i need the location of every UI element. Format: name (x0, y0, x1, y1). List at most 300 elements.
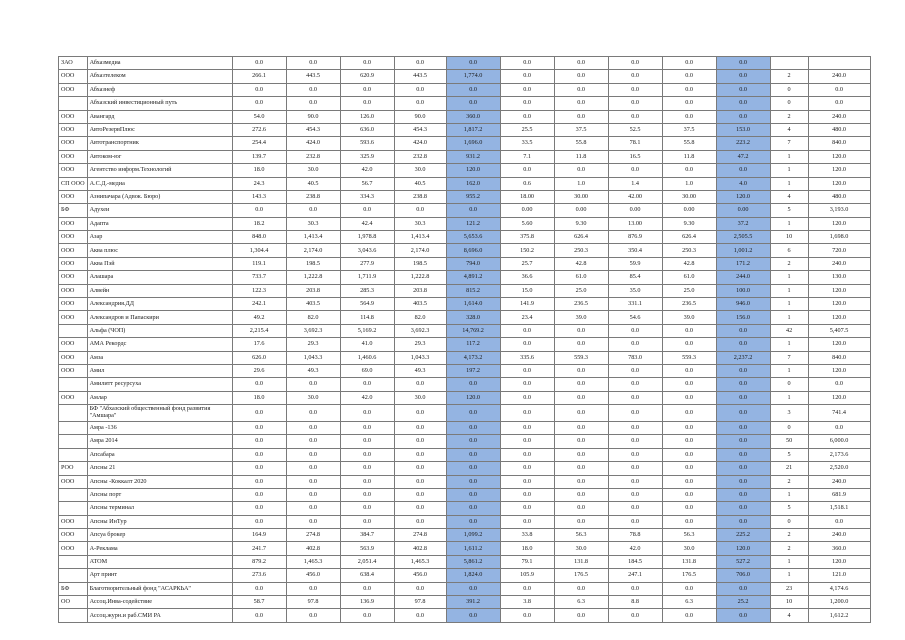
value-cell: 0.0 (716, 421, 770, 434)
value-cell: 0.0 (554, 70, 608, 83)
value-cell: 0.0 (286, 405, 340, 422)
value-cell: 0.0 (554, 83, 608, 96)
value-cell: 11.8 (554, 150, 608, 163)
table-row (59, 435, 871, 448)
value-cell: 240.0 (808, 110, 870, 123)
company-name-cell: АМА Рекордс (87, 338, 232, 351)
value-cell: 4,173.2 (446, 351, 500, 364)
value-cell: 0.0 (286, 582, 340, 595)
value-cell: 0.0 (446, 405, 500, 422)
value-cell: 0.0 (608, 502, 662, 515)
value-cell: 0.0 (554, 502, 608, 515)
legal-form-cell: ООО (59, 298, 88, 311)
value-cell: 636.0 (340, 123, 394, 136)
value-cell: 1,711.9 (340, 271, 394, 284)
value-cell: 0.00 (500, 204, 554, 217)
value-cell: 0.0 (394, 83, 446, 96)
value-cell: 384.7 (340, 529, 394, 542)
value-cell: 120.0 (446, 164, 500, 177)
value-cell: 454.3 (286, 123, 340, 136)
value-cell: 0 (770, 515, 808, 528)
value-cell: 244.0 (716, 271, 770, 284)
value-cell: 9.30 (554, 217, 608, 230)
value-cell: 0.0 (662, 448, 716, 461)
company-name-cell: Амза (87, 351, 232, 364)
value-cell: 0.0 (716, 448, 770, 461)
table-row (59, 378, 871, 391)
value-cell: 527.2 (716, 555, 770, 568)
value-cell: 0.0 (554, 421, 608, 434)
legal-form-cell: ООО (59, 515, 88, 528)
company-name-cell: Автоком-юг (87, 150, 232, 163)
company-name-cell: Амра 2014 (87, 435, 232, 448)
value-cell: 0.0 (286, 204, 340, 217)
value-cell: 120.0 (808, 284, 870, 297)
value-cell: 0.0 (340, 421, 394, 434)
value-cell: 274.8 (394, 529, 446, 542)
value-cell: 0.0 (716, 97, 770, 110)
legal-form-cell: ООО (59, 123, 88, 136)
value-cell: 120.0 (808, 364, 870, 377)
value-cell: 0.0 (608, 448, 662, 461)
value-cell: 30.0 (394, 164, 446, 177)
value-cell: 1.0 (662, 177, 716, 190)
value-cell: 0.0 (608, 421, 662, 434)
value-cell: 2 (770, 110, 808, 123)
company-name-cell: Апсны 21 (87, 462, 232, 475)
value-cell: 18.0 (232, 164, 286, 177)
value-cell: 0.0 (554, 338, 608, 351)
company-name-cell: Азнипачара (Адвок. Бюро) (87, 190, 232, 203)
value-cell: 1,518.1 (808, 502, 870, 515)
legal-form-cell (59, 97, 88, 110)
value-cell: 0.0 (500, 462, 554, 475)
value-cell: 90.0 (394, 110, 446, 123)
table-row (59, 244, 871, 257)
legal-form-cell (59, 435, 88, 448)
value-cell: 8.8 (608, 596, 662, 609)
value-cell: 2,237.2 (716, 351, 770, 364)
value-cell: 0.0 (662, 435, 716, 448)
legal-form-cell: ООО (59, 391, 88, 404)
value-cell: 240.0 (808, 70, 870, 83)
value-cell: 424.0 (394, 137, 446, 150)
value-cell: 0.0 (446, 421, 500, 434)
value-cell: 0.0 (554, 364, 608, 377)
legal-form-cell: ООО (59, 542, 88, 555)
value-cell: 876.9 (608, 231, 662, 244)
legal-form-cell: ООО (59, 311, 88, 324)
value-cell: 480.0 (808, 190, 870, 203)
value-cell: 273.6 (232, 569, 286, 582)
value-cell: 79.1 (500, 555, 554, 568)
table-row (59, 257, 871, 270)
value-cell: 42 (770, 324, 808, 337)
value-cell: 0.0 (716, 378, 770, 391)
value-cell: 0.0 (608, 364, 662, 377)
value-cell: 42.8 (554, 257, 608, 270)
value-cell: 0.0 (500, 405, 554, 422)
value-cell: 0.0 (394, 448, 446, 461)
legal-form-cell: БФ (59, 582, 88, 595)
value-cell: 250.3 (662, 244, 716, 257)
company-name-cell: Адапта (87, 217, 232, 230)
table-row (59, 475, 871, 488)
company-name-cell: Апсны терминал (87, 502, 232, 515)
company-name-cell: Алвейн (87, 284, 232, 297)
value-cell: 456.0 (286, 569, 340, 582)
value-cell: 55.8 (554, 137, 608, 150)
value-cell: 1 (770, 364, 808, 377)
value-cell: 0.0 (232, 488, 286, 501)
value-cell: 25.0 (554, 284, 608, 297)
value-cell: 0.0 (232, 462, 286, 475)
value-cell: 39.0 (662, 311, 716, 324)
value-cell: 0.0 (662, 582, 716, 595)
value-cell: 30.0 (554, 542, 608, 555)
value-cell: 626.0 (232, 351, 286, 364)
value-cell: 0.0 (232, 378, 286, 391)
value-cell: 184.5 (608, 555, 662, 568)
value-cell: 0.0 (340, 515, 394, 528)
value-cell: 360.0 (808, 542, 870, 555)
table-row (59, 529, 871, 542)
table-row (59, 70, 871, 83)
value-cell: 18.0 (232, 391, 286, 404)
value-cell: 0.0 (394, 204, 446, 217)
value-cell: 0.0 (446, 488, 500, 501)
value-cell: 815.2 (446, 284, 500, 297)
value-cell: 42.00 (608, 190, 662, 203)
company-name-cell: А.С.Д.-медиа (87, 177, 232, 190)
value-cell: 0.0 (500, 70, 554, 83)
value-cell: 0.00 (716, 204, 770, 217)
value-cell (770, 57, 808, 70)
value-cell: 0.0 (808, 421, 870, 434)
table-row (59, 488, 871, 501)
value-cell: 0.0 (716, 391, 770, 404)
value-cell: 100.0 (716, 284, 770, 297)
value-cell: 122.3 (232, 284, 286, 297)
value-cell: 0.0 (808, 83, 870, 96)
value-cell: 1,222.8 (286, 271, 340, 284)
company-name-cell: Амил (87, 364, 232, 377)
company-name-cell: Абхазтелеком (87, 70, 232, 83)
value-cell: 1.4 (608, 177, 662, 190)
value-cell: 848.0 (232, 231, 286, 244)
value-cell: 82.0 (286, 311, 340, 324)
value-cell: 42.0 (608, 542, 662, 555)
value-cell: 25.7 (500, 257, 554, 270)
company-name-cell: Александрия.ДД (87, 298, 232, 311)
value-cell: 1,304.4 (232, 244, 286, 257)
value-cell: 0.0 (394, 405, 446, 422)
value-cell: 0.0 (340, 435, 394, 448)
value-cell: 131.8 (662, 555, 716, 568)
value-cell: 21 (770, 462, 808, 475)
value-cell: 1,696.0 (446, 137, 500, 150)
value-cell: 18.0 (500, 542, 554, 555)
value-cell: 1 (770, 271, 808, 284)
value-cell: 0.0 (716, 462, 770, 475)
value-cell: 0.0 (286, 421, 340, 434)
value-cell: 285.3 (340, 284, 394, 297)
value-cell: 454.3 (394, 123, 446, 136)
value-cell: 0.0 (554, 405, 608, 422)
value-cell: 150.2 (500, 244, 554, 257)
value-cell: 0.0 (608, 405, 662, 422)
value-cell: 0.0 (608, 475, 662, 488)
value-cell: 741.4 (808, 405, 870, 422)
value-cell: 120.0 (808, 150, 870, 163)
value-cell: 0.0 (500, 338, 554, 351)
table-row (59, 217, 871, 230)
value-cell: 0.0 (716, 609, 770, 622)
value-cell: 120.0 (716, 542, 770, 555)
table-row (59, 609, 871, 622)
value-cell: 105.9 (500, 569, 554, 582)
value-cell: 1 (770, 177, 808, 190)
legal-form-cell: ЗАО (59, 57, 88, 70)
value-cell: 14,769.2 (446, 324, 500, 337)
value-cell: 11.8 (662, 150, 716, 163)
value-cell: 0.0 (500, 324, 554, 337)
value-cell: 203.8 (394, 284, 446, 297)
value-cell: 2,051.4 (340, 555, 394, 568)
value-cell: 0.0 (446, 582, 500, 595)
legal-form-cell: ООО (59, 475, 88, 488)
value-cell: 325.9 (340, 150, 394, 163)
value-cell: 0.0 (232, 515, 286, 528)
table-row (59, 271, 871, 284)
table-row (59, 123, 871, 136)
table-row (59, 542, 871, 555)
value-cell: 4 (770, 123, 808, 136)
legal-form-cell: ООО (59, 529, 88, 542)
table-row (59, 164, 871, 177)
value-cell: 1 (770, 164, 808, 177)
value-cell: 232.8 (394, 150, 446, 163)
value-cell: 1 (770, 217, 808, 230)
value-cell: 0.0 (286, 378, 340, 391)
value-cell: 720.0 (808, 244, 870, 257)
value-cell: 0.0 (340, 502, 394, 515)
value-cell: 0.0 (500, 110, 554, 123)
value-cell: 0.0 (554, 110, 608, 123)
value-cell: 0.0 (716, 515, 770, 528)
value-cell: 56.3 (662, 529, 716, 542)
value-cell: 0.0 (446, 515, 500, 528)
value-cell: 130.0 (808, 271, 870, 284)
company-name-cell: Алашара (87, 271, 232, 284)
value-cell: 1,465.3 (286, 555, 340, 568)
value-cell: 0.0 (554, 378, 608, 391)
table-row (59, 83, 871, 96)
table-row (59, 338, 871, 351)
value-cell: 0.0 (716, 582, 770, 595)
value-cell: 4.0 (716, 177, 770, 190)
company-name-cell: Авангард (87, 110, 232, 123)
value-cell: 1 (770, 555, 808, 568)
value-cell: 0.0 (286, 57, 340, 70)
value-cell: 30.00 (662, 190, 716, 203)
value-cell: 0.0 (232, 609, 286, 622)
value-cell: 1 (770, 298, 808, 311)
value-cell: 5,169.2 (340, 324, 394, 337)
table-row (59, 57, 871, 70)
value-cell: 0.0 (500, 378, 554, 391)
value-cell: 0.0 (394, 378, 446, 391)
company-name-cell: Ассоц.журн.и раб.СМИ РА (87, 609, 232, 622)
value-cell: 10 (770, 596, 808, 609)
value-cell: 0.0 (340, 57, 394, 70)
value-cell: 1,774.0 (446, 70, 500, 83)
value-cell: 0.0 (608, 70, 662, 83)
value-cell: 0.0 (554, 324, 608, 337)
value-cell: 30.0 (286, 164, 340, 177)
value-cell: 153.0 (716, 123, 770, 136)
value-cell: 0.0 (608, 164, 662, 177)
value-cell: 946.0 (716, 298, 770, 311)
legal-form-cell (59, 378, 88, 391)
value-cell: 0.0 (554, 462, 608, 475)
value-cell: 0.0 (446, 57, 500, 70)
value-cell: 2,173.6 (808, 448, 870, 461)
value-cell: 0.0 (716, 110, 770, 123)
company-name-cell: Апсуа брокер (87, 529, 232, 542)
value-cell (808, 57, 870, 70)
value-cell: 626.4 (554, 231, 608, 244)
value-cell: 0.0 (554, 97, 608, 110)
value-cell: 0.0 (608, 515, 662, 528)
company-name-cell: Александров и Папаскири (87, 311, 232, 324)
value-cell: 0.0 (608, 462, 662, 475)
value-cell: 6.3 (554, 596, 608, 609)
value-cell: 0.0 (500, 448, 554, 461)
value-cell: 443.5 (286, 70, 340, 83)
company-name-cell: Арт принт (87, 569, 232, 582)
value-cell: 0.0 (662, 83, 716, 96)
value-cell: 236.5 (554, 298, 608, 311)
value-cell: 240.0 (808, 529, 870, 542)
value-cell: 3 (770, 405, 808, 422)
company-name-cell: Аква плюс (87, 244, 232, 257)
value-cell: 0.0 (446, 83, 500, 96)
value-cell: 61.0 (554, 271, 608, 284)
value-cell: 0.0 (232, 97, 286, 110)
legal-form-cell: ООО (59, 244, 88, 257)
table-row (59, 137, 871, 150)
table-row (59, 364, 871, 377)
value-cell: 403.5 (286, 298, 340, 311)
value-cell: 0.0 (232, 83, 286, 96)
value-cell: 1,824.0 (446, 569, 500, 582)
value-cell: 37.5 (662, 123, 716, 136)
company-name-cell: Азар (87, 231, 232, 244)
legal-form-cell (59, 502, 88, 515)
value-cell: 0.0 (446, 378, 500, 391)
value-cell: 1 (770, 569, 808, 582)
value-cell: 141.9 (500, 298, 554, 311)
value-cell: 41.0 (340, 338, 394, 351)
legal-form-cell (59, 569, 88, 582)
value-cell: 840.0 (808, 137, 870, 150)
value-cell: 85.4 (608, 271, 662, 284)
value-cell: 9.30 (662, 217, 716, 230)
value-cell: 2,520.0 (808, 462, 870, 475)
value-cell: 30.0 (286, 391, 340, 404)
company-name-cell: Амра -136 (87, 421, 232, 434)
value-cell: 0.0 (446, 204, 500, 217)
legal-form-cell: ООО (59, 257, 88, 270)
value-cell: 198.5 (286, 257, 340, 270)
value-cell: 0.0 (394, 582, 446, 595)
value-cell: 0.0 (340, 97, 394, 110)
value-cell: 0.0 (500, 435, 554, 448)
legal-form-cell: РОО (59, 462, 88, 475)
value-cell: 2 (770, 475, 808, 488)
value-cell: 402.8 (286, 542, 340, 555)
value-cell: 593.6 (340, 137, 394, 150)
value-cell: 25.2 (716, 596, 770, 609)
value-cell: 0.0 (340, 405, 394, 422)
value-cell: 563.9 (340, 542, 394, 555)
value-cell: 1,612.2 (808, 609, 870, 622)
value-cell: 1,413.4 (286, 231, 340, 244)
table-row (59, 298, 871, 311)
value-cell: 23.4 (500, 311, 554, 324)
value-cell: 0.0 (500, 609, 554, 622)
value-cell: 0.0 (554, 475, 608, 488)
value-cell: 24.3 (232, 177, 286, 190)
value-cell: 47.2 (716, 150, 770, 163)
value-cell: 0.0 (340, 448, 394, 461)
value-cell: 120.0 (808, 164, 870, 177)
value-cell: 0.0 (394, 421, 446, 434)
value-cell: 0 (770, 378, 808, 391)
value-cell: 0.0 (286, 609, 340, 622)
table-row (59, 515, 871, 528)
value-cell: 242.1 (232, 298, 286, 311)
value-cell: 0.0 (232, 405, 286, 422)
value-cell: 4,891.2 (446, 271, 500, 284)
value-cell: 1 (770, 391, 808, 404)
value-cell: 1,200.0 (808, 596, 870, 609)
table-row (59, 596, 871, 609)
value-cell: 638.4 (340, 569, 394, 582)
value-cell: 277.9 (340, 257, 394, 270)
value-cell: 0.0 (662, 97, 716, 110)
value-cell: 0.0 (394, 462, 446, 475)
value-cell: 0.0 (554, 448, 608, 461)
value-cell: 17.6 (232, 338, 286, 351)
table-row (59, 421, 871, 434)
value-cell: 0.0 (446, 97, 500, 110)
value-cell: 240.0 (808, 475, 870, 488)
value-cell: 0.0 (662, 338, 716, 351)
value-cell: 879.2 (232, 555, 286, 568)
table-row (59, 231, 871, 244)
value-cell: 0.0 (232, 204, 286, 217)
value-cell: 90.0 (286, 110, 340, 123)
value-cell: 7 (770, 137, 808, 150)
value-cell: 10 (770, 231, 808, 244)
value-cell: 0.0 (500, 164, 554, 177)
value-cell: 0.00 (554, 204, 608, 217)
value-cell: 5 (770, 204, 808, 217)
value-cell: 0.0 (286, 502, 340, 515)
value-cell: 0.0 (232, 475, 286, 488)
